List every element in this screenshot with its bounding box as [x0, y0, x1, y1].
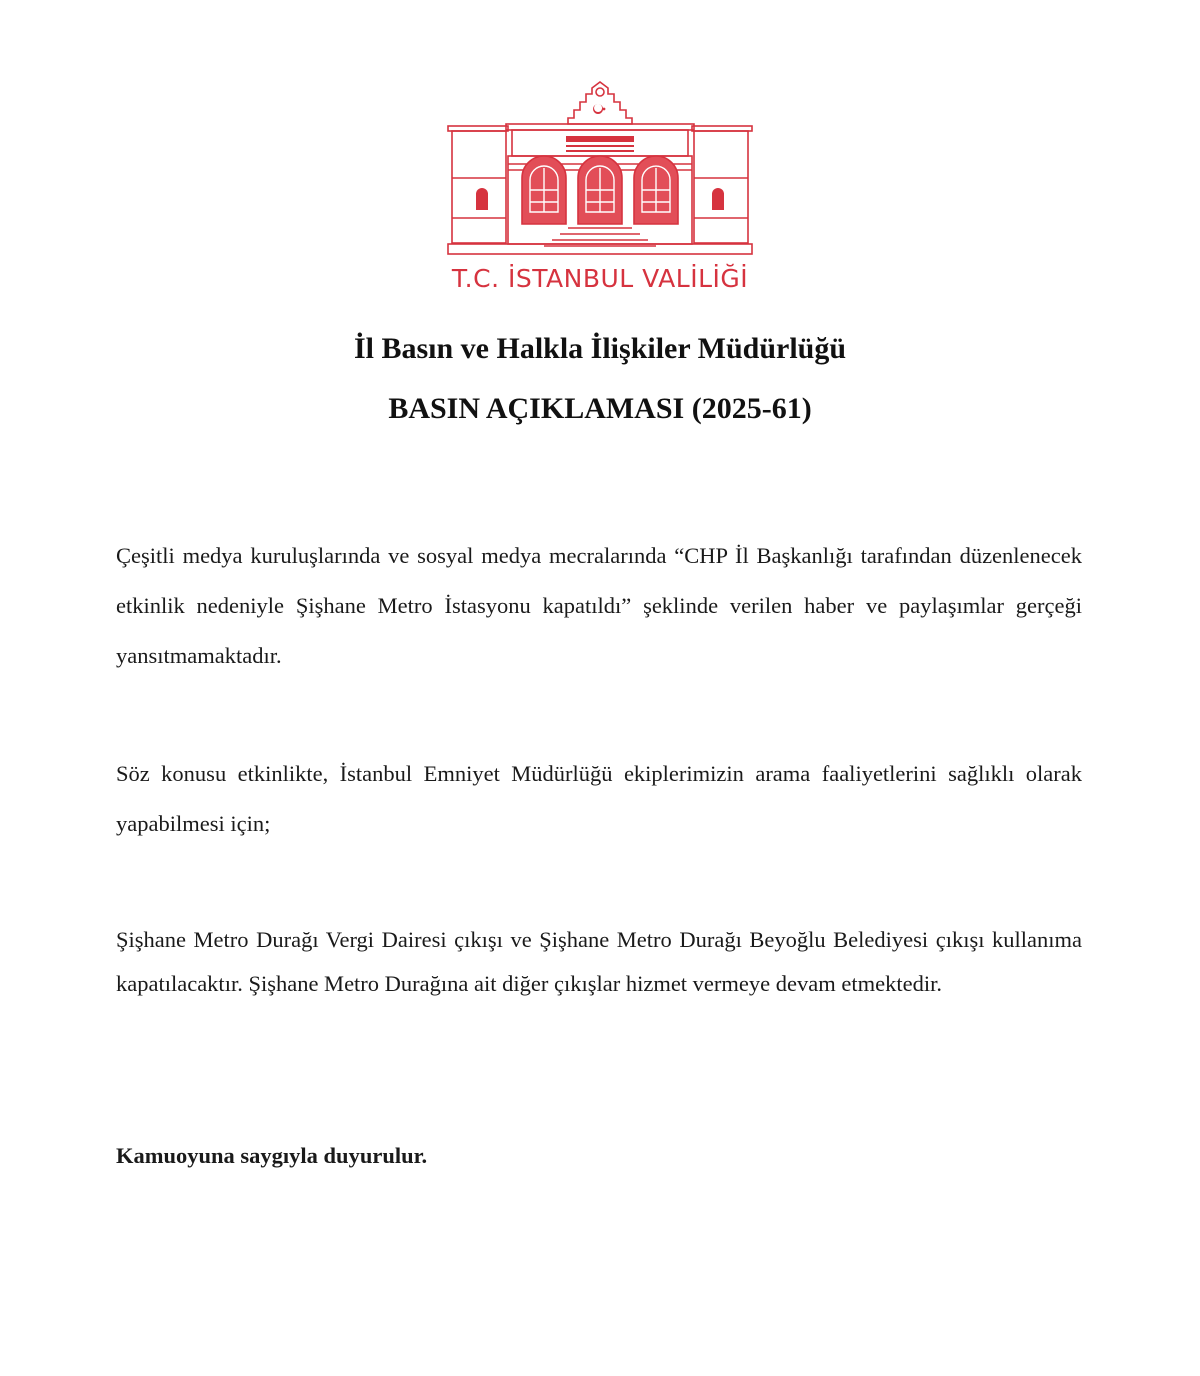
department-heading: İl Basın ve Halkla İlişkiler Müdürlüğü — [353, 332, 847, 365]
governorship-building-icon — [446, 78, 754, 258]
paragraph-closures: Şişhane Metro Durağı Vergi Dairesi çıkışı ve Şişhane Metro Durağı Beyoğlu Belediyesi çıkışı kullanıma kapatılacaktır. Şişhane Metro Durağına ait diğer çıkışlar hizmet vermeye devam etmektedir. — [116, 927, 1082, 996]
logo-text: T.C. İSTANBUL VALİLİĞİ — [451, 264, 749, 293]
paragraph-context: Söz konusu etkinlikte, İstanbul Emniyet Müdürlüğü ekiplerimizin arama faaliyetlerini sağlıklı olarak yapabilmesi için; — [116, 761, 1082, 836]
paragraph-statement: Çeşitli medya kuruluşlarında ve sosyal medya mecralarında “CHP İl Başkanlığı tarafından düzenlenecek etkinlik nedeniyle Şişhane Metro İstasyonu kapatıldı” şeklinde verilen haber ve paylaşımlar gerçeği yansıtmamaktadır. — [116, 543, 1082, 668]
istanbul-governorship-logo — [446, 78, 754, 298]
press-release-title: BASIN AÇIKLAMASI (2025-61) — [388, 392, 812, 425]
closing-line: Kamuoyuna saygıyla duyurulur. — [116, 1143, 428, 1168]
